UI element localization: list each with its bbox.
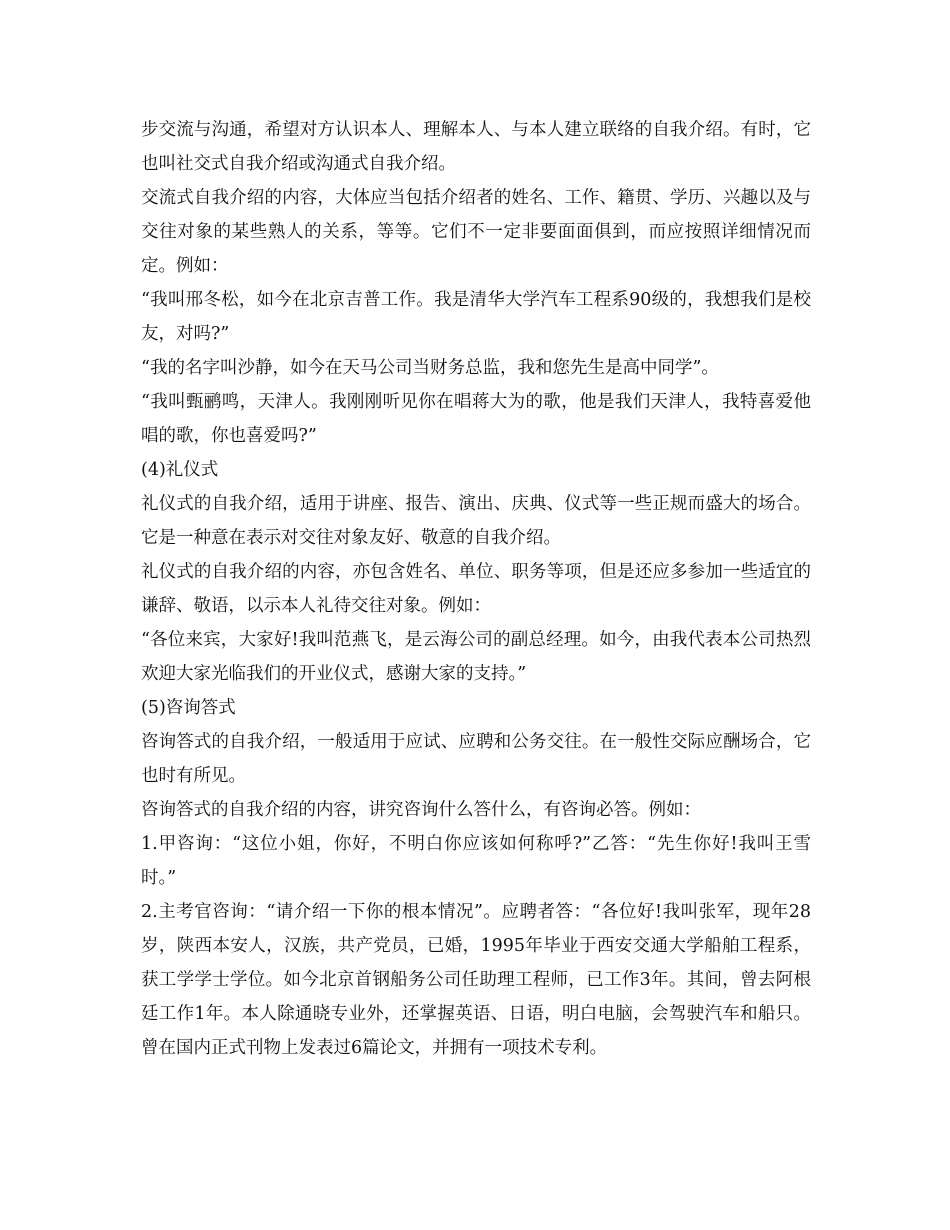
paragraph-1: 步交流与沟通，希望对方认识本人、理解本人、与本人建立联络的自我介绍。有时，它也叫社交式自我介绍或沟通式自我介绍。 — [141, 120, 811, 174]
example-item-1: 1.甲咨询：“这位小姐，你好，不明白你应该如何称呼?”乙答：“先生你好!我叫王雪时。” — [141, 834, 811, 888]
paragraph-7: 礼仪式的自我介绍，适用于讲座、报告、演出、庆典、仪式等一些正规而盛大的场合。它是一种意在表示对交往对象友好、敬意的自我介绍。 — [141, 494, 811, 548]
paragraph-11: 咨询答式的自我介绍，一般适用于应试、应聘和公务交往。在一般性交际应酬场合，它也时有所见。 — [141, 732, 811, 786]
paragraph-8: 礼仪式的自我介绍的内容，亦包含姓名、单位、职务等项，但是还应多参加一些适宜的谦辞、敬语，以示本人礼待交往对象。例如： — [141, 562, 811, 616]
section-heading-5: (5)咨询答式 — [141, 698, 236, 718]
paragraph-4: “我的名字叫沙静，如今在天马公司当财务总监，我和您先生是高中同学”。 — [141, 358, 719, 378]
section-heading-4: (4)礼仪式 — [141, 460, 219, 480]
document-body — [141, 113, 811, 1065]
paragraph-9: “各位来宾，大家好!我叫范燕飞，是云海公司的副总经理。如今，由我代表本公司热烈欢迎大家光临我们的开业仪式，感谢大家的支持。” — [141, 630, 811, 684]
paragraph-12: 咨询答式的自我介绍的内容，讲究咨询什么答什么，有咨询必答。例如： — [141, 800, 701, 820]
paragraph-5: “我叫甄鹂鸣，天津人。我刚刚听见你在唱蒋大为的歌，他是我们天津人，我特喜爱他唱的歌，你也喜爱吗?” — [141, 392, 811, 446]
paragraph-2: 交流式自我介绍的内容，大体应当包括介绍者的姓名、工作、籍贯、学历、兴趣以及与交往对象的某些熟人的关系，等等。它们不一定非要面面俱到，而应按照详细情况而定。例如： — [141, 188, 811, 276]
example-item-2: 2.主考官咨询：“请介绍一下你的根本情况”。应聘者答：“各位好!我叫张军，现年28岁，陕西本安人，汉族，共产党员，已婚，1995年毕业于西安交通大学船舶工程系，获工学学士学位。如今北京首钢船务公司任助理工程师，已工作3年。其间，曾去阿根廷工作1年。本人除通晓专业外，还掌握英语、日语，明白电脑，会驾驶汽车和船只。曾在国内正式刊物上发表过6篇论文，并拥有一项技术专利。 — [141, 902, 811, 1058]
paragraph-3: “我叫邢冬松，如今在北京吉普工作。我是清华大学汽车工程系90级的，我想我们是校友，对吗?” — [141, 290, 811, 344]
